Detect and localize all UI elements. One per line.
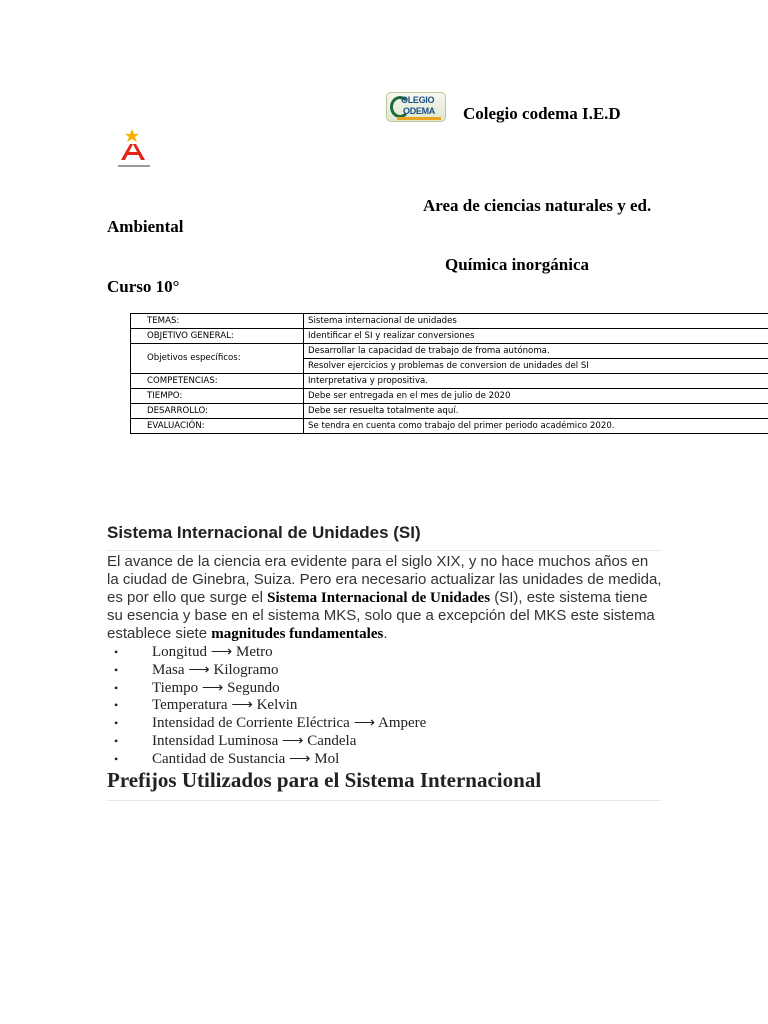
ministry-logo	[116, 128, 152, 172]
school-name: Colegio codema I.E.D	[463, 104, 621, 123]
list-item-text: Longitud ⟶ Metro	[152, 644, 273, 660]
table-row	[131, 404, 768, 419]
list-item-text: Cantidad de Sustancia ⟶ Mol	[152, 750, 340, 767]
table-label: COMPETENCIAS:	[131, 374, 304, 389]
prefixes-heading: Prefijos Utilizados para el Sistema Internacional	[107, 768, 542, 792]
table-row	[131, 374, 768, 389]
list-item-text: Intensidad Luminosa ⟶ Candela	[152, 732, 357, 749]
logo-bar	[397, 117, 441, 120]
paragraph-bold-term: magnitudes fundamentales	[211, 626, 384, 642]
table-value: Desarrollar la capacidad de trabajo de froma autónoma.	[304, 344, 768, 359]
table-label: TIEMPO:	[131, 389, 304, 404]
table-label: DESARROLLO:	[131, 404, 304, 419]
paragraph-text: .	[383, 625, 388, 642]
list-item	[107, 696, 426, 714]
table-value: Debe ser entregada en el mes de julio de 2020	[304, 389, 768, 404]
table-value: Resolver ejercicios y problemas de conversion de unidades del SI	[304, 359, 768, 374]
paragraph-text: El avance de la ciencia era evidente para el siglo XIX, y no hace muchos años en la ciudad de Ginebra, Suiza. Pero era necesario actualizar las unidades de medida, es por ello que surge el	[107, 553, 662, 606]
ministry-star-icon	[125, 129, 139, 142]
course-heading: Curso 10°	[107, 277, 180, 296]
bullet-icon: •	[114, 662, 119, 677]
ministry-caption	[118, 165, 150, 167]
table-value: Sistema internacional de unidades	[304, 314, 768, 329]
list-item-text: Temperatura ⟶ Kelvin	[152, 697, 298, 714]
table-label: OBJETIVO GENERAL:	[131, 329, 304, 344]
table-row	[131, 329, 768, 344]
table-row	[131, 344, 768, 359]
list-item-text: Intensidad de Corriente Eléctrica ⟶ Ampere	[152, 715, 427, 732]
table-label: EVALUACIÓN:	[131, 419, 304, 434]
subject-heading: Química inorgánica	[445, 255, 590, 274]
table-value: Interpretativa y propositiva.	[304, 374, 768, 389]
prefixes-divider	[107, 800, 661, 801]
table-label: Objetivos específicos:	[131, 344, 304, 374]
list-item	[107, 750, 426, 768]
intro-paragraph	[107, 553, 663, 643]
area-heading: Area de ciencias naturales y ed.	[423, 196, 652, 215]
table-value: Se tendra en cuenta como trabajo del primer periodo académico 2020.	[304, 419, 768, 434]
list-item	[107, 732, 426, 750]
list-item	[107, 643, 426, 661]
section-title: Sistema Internacional de Unidades (SI)	[107, 523, 421, 542]
bullet-icon: •	[114, 680, 119, 695]
ministry-a-bar	[126, 152, 141, 155]
logo-text-top: OLEGIO	[401, 95, 435, 105]
list-item	[107, 679, 426, 697]
paragraph-bold-term: Sistema Internacional de Unidades	[267, 590, 491, 606]
list-item-text: Masa ⟶ Kilogramo	[152, 661, 279, 678]
magnitudes-list	[107, 643, 426, 768]
table-value: Debe ser resuelta totalmente aquí.	[304, 404, 768, 419]
bullet-icon: •	[114, 645, 119, 659]
area-heading-continued: Ambiental	[107, 217, 184, 236]
bullet-icon: •	[114, 716, 119, 731]
table-value: Identificar el SI y realizar conversiones	[304, 329, 768, 344]
table-row	[131, 419, 768, 434]
section-divider	[107, 550, 661, 551]
bullet-icon: •	[114, 698, 119, 713]
table-label: TEMAS:	[131, 314, 304, 329]
paragraph-text: (SI), este sistema tiene su esencia y base en el sistema MKS, solo que a excepción del MKS este sistema establece siete	[107, 589, 655, 642]
table-row	[131, 314, 768, 329]
table-row	[131, 389, 768, 404]
list-item-text: Tiempo ⟶ Segundo	[152, 679, 280, 696]
info-table	[130, 313, 768, 434]
bullet-icon: •	[114, 733, 119, 748]
bullet-icon: •	[114, 751, 119, 766]
logo-text-bottom: ODEMA	[403, 106, 435, 116]
list-item	[107, 661, 426, 679]
list-item	[107, 714, 426, 732]
school-logo	[386, 92, 446, 122]
